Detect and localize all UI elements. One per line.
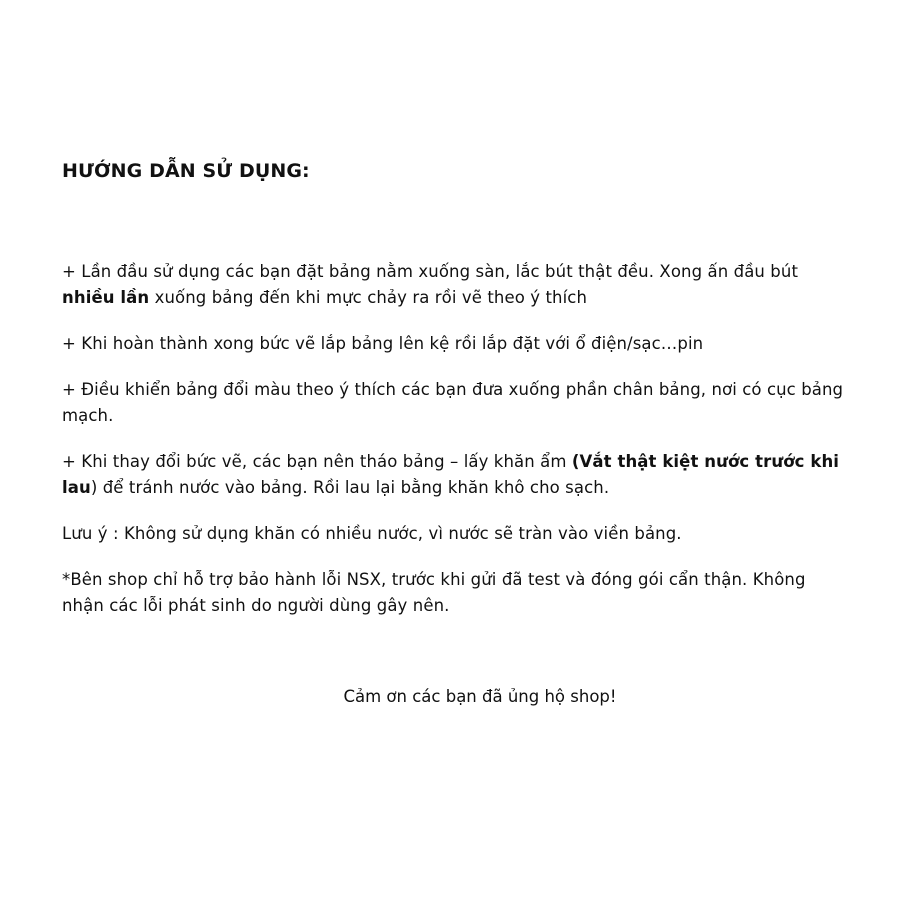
instruction-paragraph-2	[62, 331, 852, 357]
paragraph-text: *Bên shop chỉ hỗ trợ bảo hành lỗi NSX, trước khi gửi đã test và đóng gói cẩn thận. Không nhận các lỗi phát sinh do người dùng gây nên.	[62, 570, 806, 615]
paragraph-emphasis: nhiều lần	[62, 288, 150, 307]
paragraph-text: + Lần đầu sử dụng các bạn đặt bảng nằm xuống sàn, lắc bút thật đều. Xong ấn đầu bút	[62, 262, 799, 281]
paragraph-text: + Khi hoàn thành xong bức vẽ lắp bảng lên kệ rồi lắp đặt với ổ điện/sạc…pin	[62, 334, 704, 353]
paragraph-text: + Khi thay đổi bức vẽ, các bạn nên tháo bảng – lấy khăn ẩm	[62, 452, 572, 471]
paragraph-emphasis: (Vắt thật kiệt nước trước khi lau	[62, 452, 840, 497]
thank-you-message: Cảm ơn các bạn đã ủng hộ shop!	[343, 687, 617, 706]
instruction-paragraph-4	[62, 449, 852, 501]
instruction-list	[62, 259, 852, 639]
paragraph-text: ) để tránh nước vào bảng. Rồi lau lại bằng khăn khô cho sạch.	[90, 478, 610, 497]
note-paragraph	[62, 521, 852, 547]
instruction-document	[62, 0, 852, 906]
instruction-paragraph-3	[62, 377, 852, 429]
paragraph-text: + Điều khiển bảng đổi màu theo ý thích các bạn đưa xuống phần chân bảng, nơi có cục bảng mạch.	[62, 380, 844, 425]
paragraph-text: Lưu ý : Không sử dụng khăn có nhiều nước, vì nước sẽ tràn vào viền bảng.	[62, 524, 682, 543]
instruction-paragraph-1	[62, 259, 852, 311]
document-title: HƯỚNG DẪN SỬ DỤNG:	[62, 160, 310, 182]
warranty-paragraph	[62, 567, 852, 619]
paragraph-text: xuống bảng đến khi mực chảy ra rồi vẽ theo ý thích	[149, 288, 588, 307]
